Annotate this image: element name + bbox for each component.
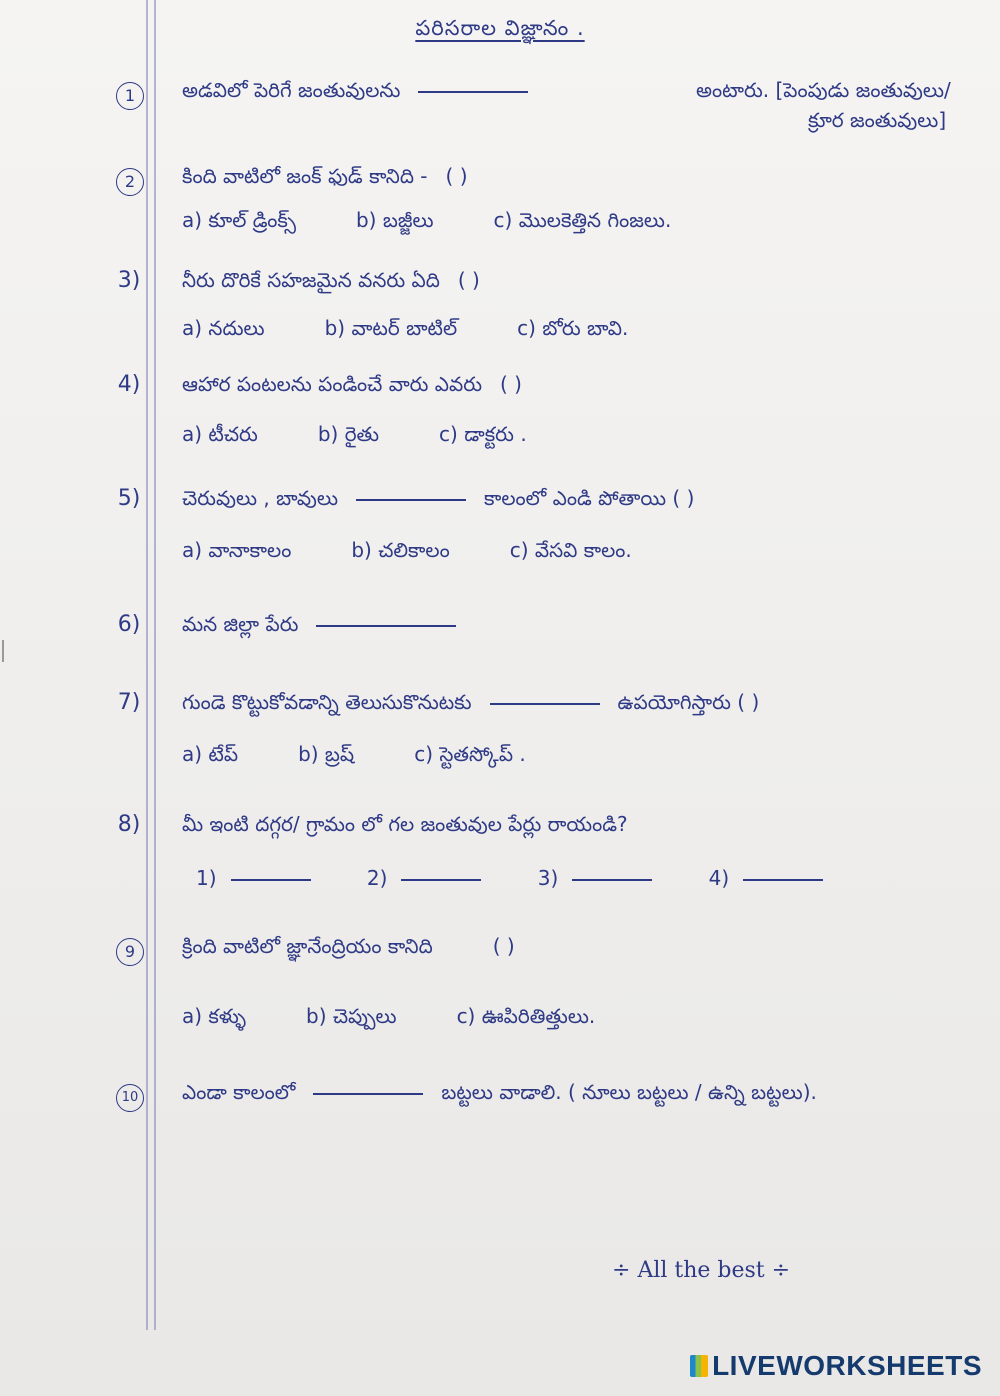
option-a[interactable]: a) టీచరు	[182, 422, 258, 446]
question-number: 8)	[117, 812, 141, 837]
answer-slot-4: 4)	[709, 866, 824, 890]
options-row	[182, 208, 731, 237]
answer-slot-3: 3)	[538, 866, 653, 890]
answer-blank[interactable]	[313, 1093, 423, 1095]
options-row	[182, 422, 587, 451]
question-hint: అంటారు. [పెంపుడు జంతువులు/	[696, 78, 951, 102]
option-c[interactable]: c) డాక్టరు .	[439, 422, 527, 446]
question-text: క్రింది వాటిలో జ్ఞానేంద్రియం కానిది ( )	[182, 934, 515, 958]
question-text: మన జిల్లా పేరు	[182, 612, 474, 641]
margin-line	[146, 0, 148, 1330]
options-row	[182, 538, 692, 567]
option-a[interactable]: a) నదులు	[182, 316, 265, 340]
option-a[interactable]: a) టేప్	[182, 742, 239, 766]
options-row	[182, 316, 688, 345]
blanks-row	[196, 866, 873, 890]
answer-box[interactable]: ( )	[492, 934, 515, 958]
answer-blank[interactable]	[356, 499, 466, 501]
question-text: గుండె కొట్టుకోవడాన్ని తెలుసుకొనుటకు ఉపయోగిస్తారు ( )	[182, 690, 760, 714]
question-text: మీ ఇంటి దగ్గర/ గ్రామం లో గల జంతువుల పేర్లు రాయండి?	[182, 812, 628, 836]
answer-box[interactable]: ( )	[457, 268, 480, 292]
options-row	[182, 1004, 655, 1033]
margin-line	[154, 0, 156, 1330]
question-number: 9	[116, 938, 144, 966]
answer-box[interactable]: ( )	[445, 164, 468, 188]
option-b[interactable]: b) చలికాలం	[351, 538, 450, 562]
answer-blank[interactable]	[316, 625, 456, 627]
question-text: అడవిలో పెరిగే జంతువులను	[182, 78, 546, 107]
closing-note: ÷ All the best ÷	[612, 1258, 791, 1283]
liveworksheets-logo: LIVEWORKSHEETS	[690, 1350, 982, 1382]
option-b[interactable]: b) బజ్జీలు	[355, 208, 434, 232]
question-number: 6)	[117, 612, 141, 637]
page-title: పరిసరాల విజ్ఞానం .	[415, 16, 585, 40]
option-c[interactable]: c) బోరు బావి.	[517, 316, 629, 340]
answer-slot-2: 2)	[367, 866, 482, 890]
question-number: 2	[116, 168, 144, 196]
question-text: ఆహార పంటలను పండించే వారు ఎవరు ( )	[182, 372, 522, 396]
option-b[interactable]: b) రైతు	[317, 422, 380, 446]
question-text: కింది వాటిలో జంక్ ఫుడ్ కానిది - ( )	[182, 164, 468, 188]
option-c[interactable]: c) వేసవి కాలం.	[509, 538, 632, 562]
scan-mark	[2, 640, 8, 662]
question-number: 10	[116, 1084, 144, 1112]
question-number: 4)	[117, 372, 141, 397]
answer-slot-1: 1)	[196, 866, 311, 890]
answer-blank[interactable]	[418, 91, 528, 93]
question-text: నీరు దొరికే సహజమైన వనరు ఏది ( )	[182, 268, 480, 292]
option-a[interactable]: a) కళ్ళు	[182, 1004, 246, 1028]
option-a[interactable]: a) కూల్ డ్రింక్స్	[182, 208, 296, 232]
question-number: 1	[116, 82, 144, 110]
option-c[interactable]: c) ఊపిరితిత్తులు.	[456, 1004, 596, 1028]
answer-blank[interactable]	[572, 879, 652, 881]
question-number: 3)	[117, 268, 141, 293]
answer-box[interactable]: ( )	[500, 372, 522, 396]
logo-icon	[690, 1355, 708, 1377]
answer-blank[interactable]	[401, 879, 481, 881]
option-b[interactable]: b) బ్రష్	[298, 742, 355, 766]
answer-blank[interactable]	[743, 879, 823, 881]
option-c[interactable]: c) స్టెతస్కోప్ .	[414, 742, 526, 766]
question-text: ఎండా కాలంలో బట్టలు వాడాలి. ( నూలు బట్టలు / ఉన్ని బట్టలు).	[182, 1080, 817, 1104]
question-hint-cont: క్రూర జంతువులు]	[808, 108, 947, 132]
options-row	[182, 742, 586, 771]
option-a[interactable]: a) వానాకాలం	[182, 538, 292, 562]
question-number: 5)	[117, 486, 141, 511]
answer-blank[interactable]	[231, 879, 311, 881]
question-number: 7)	[117, 690, 141, 715]
option-b[interactable]: b) చెప్పులు	[306, 1004, 397, 1028]
option-c[interactable]: c) మొలకెత్తిన గింజలు.	[493, 208, 672, 232]
answer-blank[interactable]	[490, 703, 600, 705]
option-b[interactable]: b) వాటర్ బాటిల్	[324, 316, 458, 340]
question-text: చెరువులు , బావులు కాలంలో ఎండి పోతాయి ( )	[182, 486, 695, 510]
